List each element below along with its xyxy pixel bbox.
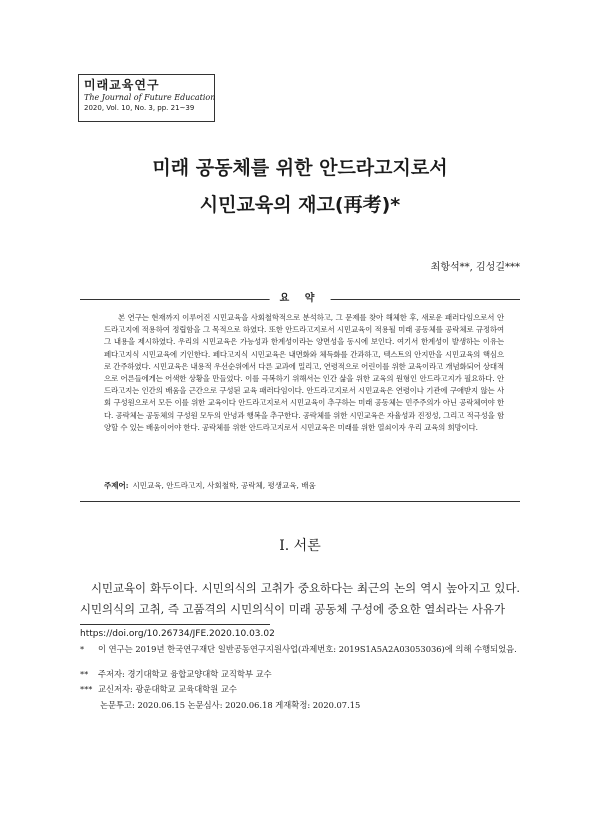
footnote-funding bbox=[80, 643, 520, 656]
footnote-mark: *** bbox=[80, 684, 93, 694]
keywords bbox=[104, 480, 504, 492]
footnote-first-author bbox=[80, 668, 520, 681]
submission-dates: 논문투고: 2020.06.15 논문심사: 2020.06.18 게재확정: 2020.07.15 bbox=[100, 700, 361, 710]
abstract-header bbox=[80, 292, 520, 306]
journal-name-korean: 미래교육연구 bbox=[84, 78, 160, 92]
abstract-heading: 요 약 bbox=[270, 292, 331, 306]
section-heading: Ⅰ. 서론 bbox=[279, 538, 321, 554]
footnote-text: 주저자: 경기대학교 융합교양대학 교직학부 교수 bbox=[98, 669, 272, 679]
journal-volume-info: 2020, Vol. 10, No. 3, pp. 21~39 bbox=[84, 104, 195, 112]
paper-title-line-2: 시민교육의 재고(再考)* bbox=[199, 194, 401, 216]
footnote-mark: * bbox=[80, 644, 85, 654]
doi-link[interactable]: https://doi.org/10.26734/JFE.2020.10.03.02 bbox=[80, 629, 275, 639]
journal-name-english: The Journal of Future Education bbox=[84, 93, 216, 102]
abstract-bottom-rule bbox=[80, 501, 520, 502]
authors: 최항석**, 김성길*** bbox=[430, 262, 520, 273]
footnote-corresponding-author bbox=[80, 683, 520, 696]
footnote-rule bbox=[80, 624, 270, 625]
footnote-mark: ** bbox=[80, 669, 89, 679]
footnote-text: 이 연구는 2019년 한국연구재단 일반공동연구지원사업(과제번호: 2019S1A5A2A03053036)에 의해 수행되었음. bbox=[98, 644, 517, 654]
footnote-text: 교신저자: 광운대학교 교육대학원 교수 bbox=[98, 684, 237, 694]
keywords-list: 시민교육, 안드라고지, 사회철학, 공락체, 평생교육, 배움 bbox=[132, 481, 316, 490]
abstract-body: 본 연구는 현재까지 이루어진 시민교육을 사회철학적으로 분석하고, 그 문제를 찾아 해체한 후, 새로운 패러다임으로서 안드라고지에 적용하여 정립함을 그 목적으로 하였다. 또한 안드라고지로서 시민교육이 적용될 미래 공동체를 공락체로 규정하여 그 내용을 제시하였다. 우리의 시민교육은 가능성과 한계성이라는 양면성을 동시에 보인다. 여기서 한계성이 발생하는 이유는 페다고지식 시민교육에 기인한다. 페다고지식 시민교육은 내면화와 체득화를 간과하고, 텍스트의 안지만을 시민교육의 핵심으로 간주하였다. 시민교육은 내용적 우선순위에서 다른 교과에 밀리고, 연령적으로 어린이를 위한 교육이라고 개념화되어 상대적으로 어른들에게는 어색한 상황을 만들었다. 이를 극복하기 위해서는 인간 삶을 위한 교육의 원형인 안드라고지가 필요하다. 안드라고지는 인간의 배움을 근간으로 구성된 교육 패러다임이다. 안드라고지로서 시민교육은 연령이나 기관에 구애받지 않는 사회 구성원으로서 모든 이를 위한 교육이다 안드라고지로서 시민교육이 추구하는 미래 공동체는 민주주의가 아닌 공락체여야 한다. 공락체는 공동체의 구성원 모두의 안녕과 행복을 추구한다. 공락체를 위한 시민교육은 자율성과 진정성, 그리고 적극성을 함양할 수 있는 배움이어야 한다. 공락체를 위한 안드라고지로서 시민교육은 미래를 위한 열쇠이자 우리 교육의 희망이다. bbox=[104, 313, 504, 432]
body-paragraph: 시민교육이 화두이다. 시민의식의 고취가 중요하다는 최근의 논의 역시 높아지고 있다. 시민의식의 고취, 즉 고품격의 시민의식이 미래 공동체 구성에 중요한 열쇠라는 사유가 bbox=[80, 581, 520, 616]
keywords-label: 주제어: bbox=[104, 481, 129, 490]
footnote-dates bbox=[80, 699, 520, 712]
paper-title-line-1: 미래 공동체를 위한 안드라고지로서 bbox=[152, 157, 448, 179]
journal-info-box bbox=[78, 74, 215, 122]
